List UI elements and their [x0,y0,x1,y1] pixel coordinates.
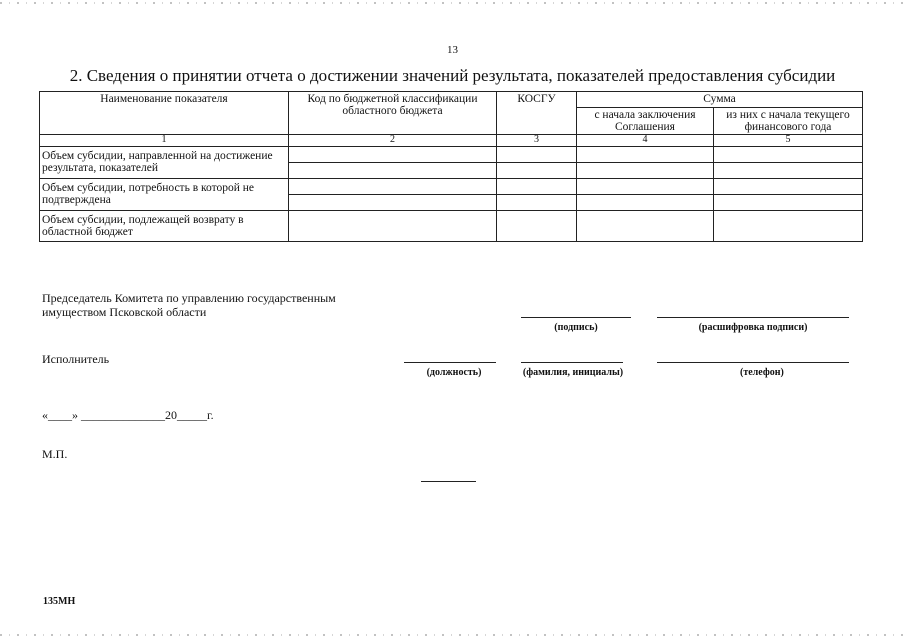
report-table [39,91,863,242]
table-row [40,146,863,162]
table-cell [497,178,577,194]
date-line: «____» ______________20_____г. [42,408,214,422]
footer-code: 135МН [43,596,76,607]
short-line [421,481,476,482]
table-cell [497,146,577,162]
table-cell [714,178,863,194]
column-number: 1 [40,135,289,147]
table-cell [497,210,577,241]
header-row [40,92,863,108]
table-cell [289,194,497,210]
table-cell [289,178,497,194]
header-kosgu: КОСГУ [497,92,577,135]
signature-caption: (подпись) [554,322,598,333]
table-cell [497,162,577,178]
signature-decoding-caption: (расшифровка подписи) [698,322,808,333]
row-label: Объем субсидии, потребность в которой не подтверждена [40,178,289,210]
row-label: Объем субсидии, подлежащей возврату в областной бюджет [40,210,289,241]
column-number: 5 [714,135,863,147]
row-label: Объем субсидии, направленной на достижение результата, показателей [40,146,289,178]
column-number: 4 [577,135,714,147]
scan-noise-bottom [0,634,905,636]
table-cell [577,178,714,194]
column-number: 2 [289,135,497,147]
column-number: 3 [497,135,577,147]
phone-caption: (телефон) [740,367,784,378]
position-caption: (должность) [426,367,482,378]
table-cell [714,146,863,162]
name-line [521,362,623,363]
section-title: 2. Сведения о принятии отчета о достижении значений результата, показателей предоставления субсидии [69,66,836,85]
executor-label: Исполнитель [42,352,110,366]
header-since-agreement: с начала заключения Соглашения [577,108,714,135]
header-budget-code: Код по бюджетной классификации областного бюджета [289,92,497,135]
table-cell [714,194,863,210]
table-cell [497,194,577,210]
phone-line [657,362,849,363]
name-caption: (фамилия, инициалы) [522,367,624,378]
header-amount: Сумма [577,92,863,108]
table-row [40,210,863,241]
signature-line [521,317,631,318]
table-cell [714,162,863,178]
table-cell [577,194,714,210]
header-indicator-name: Наименование показателя [40,92,289,135]
table-cell [577,162,714,178]
signature-decoding-line [657,317,849,318]
chairman-label: Председатель Комитета по управлению государственным имуществом Псковской области [42,291,336,319]
header-since-fiscal-year: из них с начала текущего финансового года [714,108,863,135]
table-cell [577,146,714,162]
table-cell [714,210,863,241]
stamp-place: М.П. [42,447,68,461]
table-row [40,178,863,194]
table-cell [289,162,497,178]
table-cell [577,210,714,241]
table-cell [289,210,497,241]
position-line [404,362,496,363]
table-cell [289,146,497,162]
column-number-row [40,135,863,147]
scan-noise-top [0,2,905,4]
page-number: 13 [447,44,458,56]
